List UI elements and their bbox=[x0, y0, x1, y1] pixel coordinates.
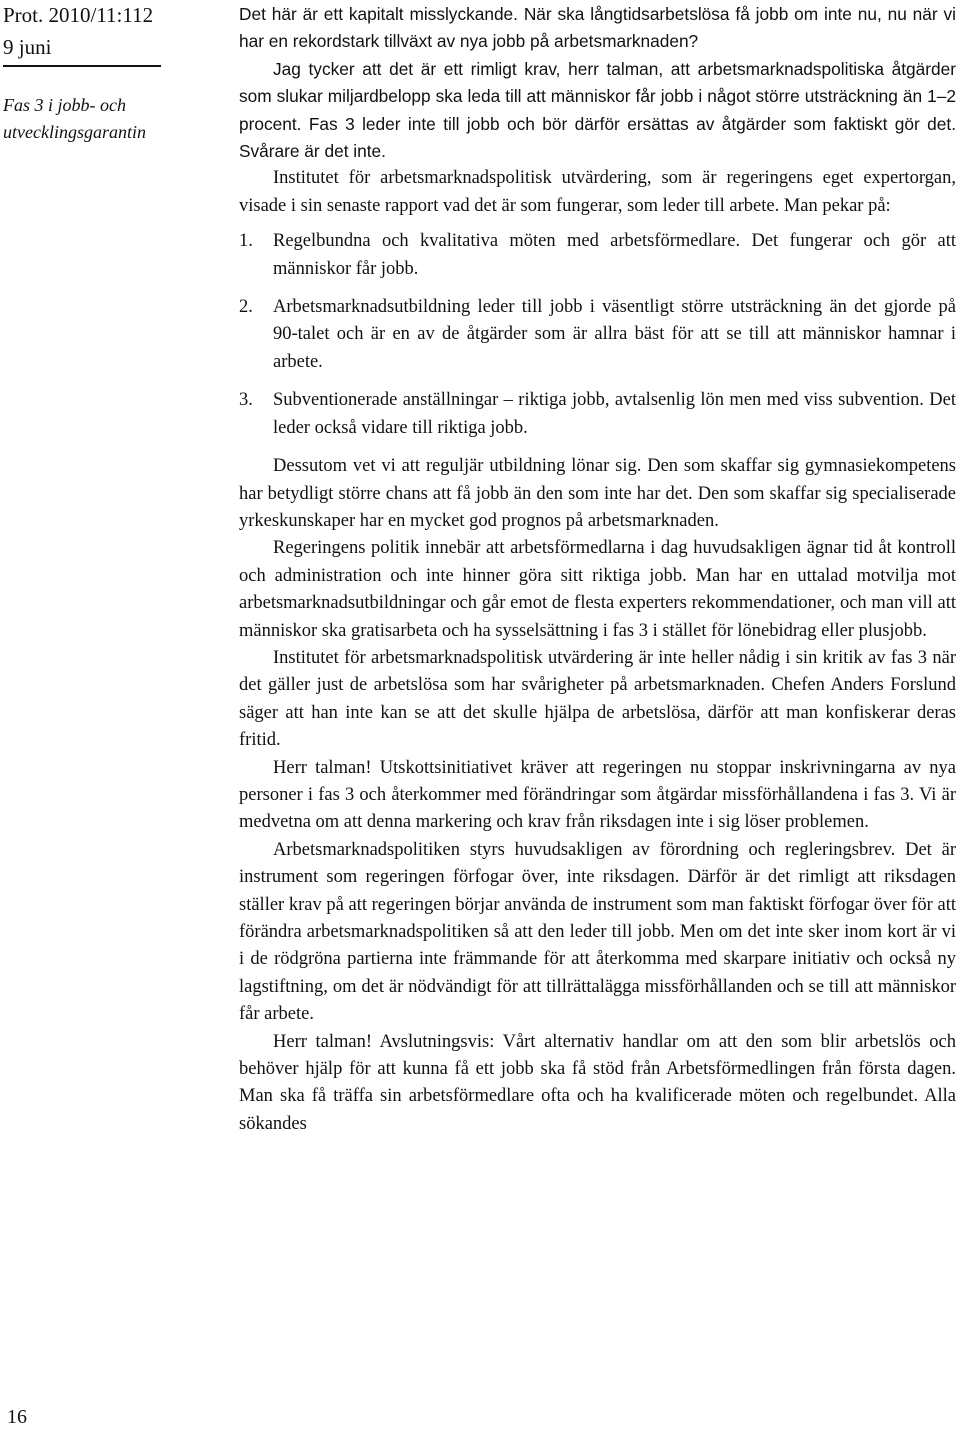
paragraph-7: Herr talman! Utskottsinitiativet kräver att regeringen nu stoppar inskrivningarna av nya personer i fas 3 och återkommer med förändringar som åtgärdar missförhållandena i fas 3. Vi är medvetna om att denna markering och krav från riksdagen inte i sig löser problemen. bbox=[239, 757, 956, 833]
header-rule bbox=[3, 65, 161, 67]
list-item-number: 3. bbox=[239, 390, 253, 411]
paragraph-9: Herr talman! Avslutningsvis: Vårt alternativ handlar om att den som blir arbetslös och behöver hjälp för att kunna få ett jobb ska få stöd från Arbetsförmedlingen från första dagen. Man ska få träffa sin arbetsförmedlare ofta och ha kvalificerade möten och regelbundet. Alla sökandes bbox=[239, 1031, 956, 1134]
list-item-text: Arbetsmarknadsutbildning leder till jobb i väsentligt större utsträckning än det gjorde på 90-talet och är en av de åtgärder som är allra bäst för att se till att människor hamnar i arbete. bbox=[273, 297, 956, 372]
body-text bbox=[239, 1, 956, 1138]
paragraph-1: Det här är ett kapitalt misslyckande. När ska långtidsarbetslösa få jobb om inte nu, nu när vi har en rekordstark tillväxt av nya jobb på arbetsmarknaden? bbox=[239, 4, 956, 52]
paragraph-3: Institutet för arbetsmarknadspolitisk utvärdering, som är regeringens eget expertorgan, visade i sin senaste rapport vad det är som fungerar, som leder till arbete. Man pekar på: bbox=[239, 168, 956, 216]
list-item bbox=[239, 228, 956, 283]
topic-heading: Fas 3 i jobb- och utvecklingsgarantin bbox=[3, 95, 146, 142]
paragraph-5: Regeringens politik innebär att arbetsförmedlarna i dag huvudsakligen ägnar tid åt kontroll och administration och inte hinner göra sitt riktiga jobb. Man har en uttalad motvilja mot arbetsmarknadsutbildningar och går emot de flesta experters rekommendationer, och man vill att människor ska gratisarbeta och ha sysselsättning i fas 3 i stället för lönebidrag eller plusjobb. bbox=[239, 538, 956, 641]
paragraph-2: Jag tycker att det är ett rimligt krav, herr talman, att arbetsmarknadspolitiska åtgärder som slukar miljardbelopp ska leda till att människor får jobb i något större utsträckning än 1–2 procent. Fas 3 leder inte till jobb och bör därför ersättas av åtgärder som faktiskt gör det. Svårare är det inte. bbox=[239, 58, 956, 162]
margin-column bbox=[0, 0, 225, 1433]
page-number: 16 bbox=[7, 1406, 27, 1428]
list-item bbox=[239, 387, 956, 442]
list-item-number: 2. bbox=[239, 297, 253, 318]
list-item-number: 1. bbox=[239, 231, 253, 252]
session-date: 9 juni bbox=[3, 35, 52, 59]
numbered-list bbox=[239, 228, 956, 442]
paragraph-6: Institutet för arbetsmarknadspolitisk utvärdering är inte heller nådig i sin kritik av fas 3 när det gäller just de arbetslösa som har svårigheter på arbetsmarknaden. Chefen Anders Forslund säger att han inte kan se att det skulle hjälpa de arbetslösa, därför att man konfiskerar deras fritid. bbox=[239, 647, 956, 751]
paragraph-4: Dessutom vet vi att reguljär utbildning lönar sig. Den som skaffar sig gymnasiekompetens har betydligt större chans att få jobb än den som inte har det. Den som skaffar sig specialiserade yrkeskunskaper har en mycket god prognos på arbetsmarknaden. bbox=[239, 456, 956, 531]
list-item-text: Subventionerade anställningar – riktiga jobb, avtalsenlig lön men med viss subvention. Det leder också vidare till riktiga jobb. bbox=[273, 390, 956, 438]
list-item-text: Regelbundna och kvalitativa möten med arbetsförmedlare. Det fungerar och gör att människor får jobb. bbox=[273, 231, 956, 279]
paragraph-8: Arbetsmarknadspolitiken styrs huvudsakligen av förordning och regleringsbrev. Det är instrument som regeringen förfogar över, inte riksdagen. Därför är det rimligt att riksdagen ställer krav på att regeringen börjar använda de instrument som man faktiskt förfogar över för att förändra arbetsmarknadspolitiken så att den leder till jobb. Men om det inte sker inom kort är vi i de rödgröna partierna inte främmande för att återkomma med skarpare initiativ och också ny lagstiftning, om det är nödvändigt för att tillrättalägga missförhållanden och se till att människor får arbete. bbox=[239, 839, 956, 1025]
list-item bbox=[239, 294, 956, 376]
protocol-number: Prot. 2010/11:112 bbox=[3, 3, 154, 27]
